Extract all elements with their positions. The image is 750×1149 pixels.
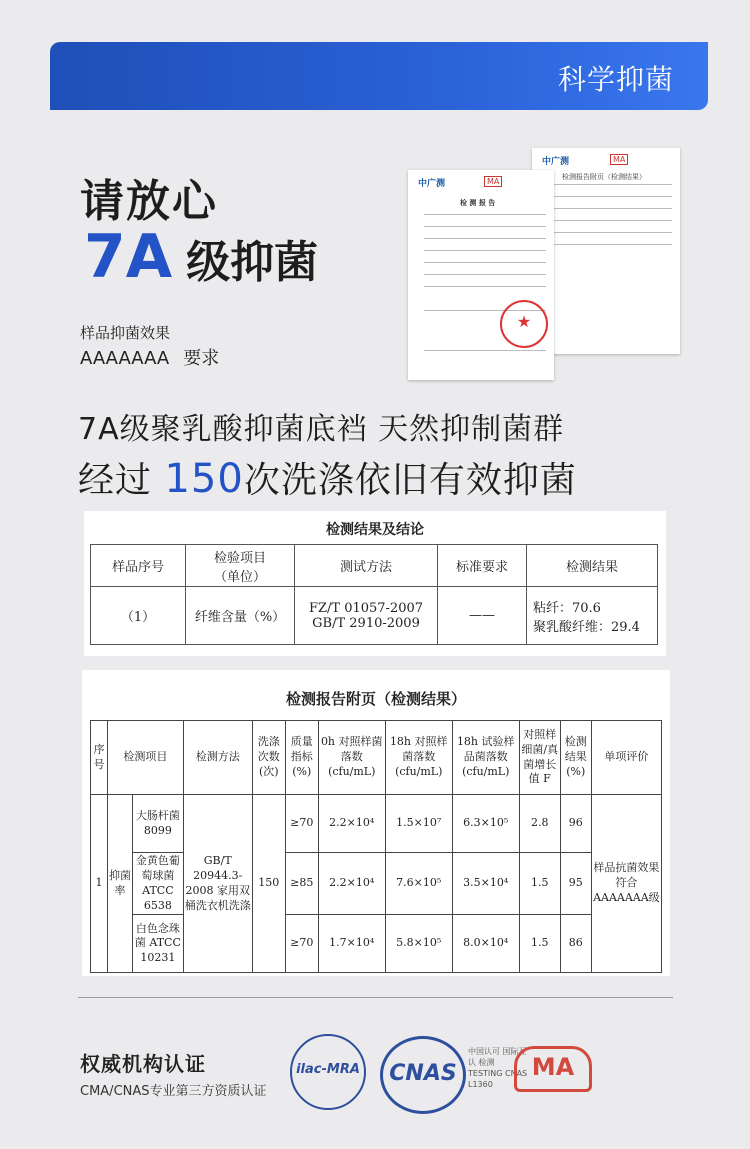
t1-standard: ——	[438, 587, 527, 645]
t2-h18t: 6.3×10⁵	[452, 795, 519, 853]
t2-growth: 1.5	[519, 915, 560, 973]
section-divider	[78, 997, 673, 998]
sample-label: 样品抑菌效果	[80, 324, 171, 342]
t2-quality: ≥70	[285, 915, 318, 973]
claim-line2	[78, 452, 577, 503]
fiber-result-table	[84, 511, 666, 656]
t2-h18t: 3.5×10⁴	[452, 853, 519, 915]
sample-req: 要求	[183, 348, 220, 369]
claim-wash-count: 150	[164, 456, 244, 502]
t1-method1: FZ/T 01057-2007	[308, 600, 424, 616]
t2-quality: ≥70	[285, 795, 318, 853]
t2-group: 抑菌率	[108, 795, 133, 973]
t1-result1: 粘纤：70.6	[533, 600, 601, 616]
t2-quality: ≥85	[285, 853, 318, 915]
hero-grade-suffix: 级抑菌	[186, 237, 319, 288]
t2-result: 86	[560, 915, 591, 973]
banner-title: 科学抑菌	[557, 63, 674, 96]
t1-header: 检测结果	[527, 545, 658, 587]
t2-header-washes: 洗涤次数(次)	[252, 721, 285, 795]
t2-oh: 1.7×10⁴	[318, 915, 385, 973]
t2-growth: 1.5	[519, 853, 560, 915]
doc-back-title: 检测报告附页（检测结果）	[562, 173, 646, 181]
t2-bacteria-name: 白色念珠菌 ATCC 10231	[133, 915, 184, 973]
t1-method2: GB/T 2910-2009	[312, 615, 420, 631]
t2-oh: 2.2×10⁴	[318, 795, 385, 853]
cnas-caption: 中国认可 国际互认 检测 TESTING CNAS L1360	[468, 1047, 528, 1089]
claim-line1: 7A级聚乳酸抑菌底裆 天然抑制菌群	[78, 412, 565, 447]
org-logo-front: 中广测	[418, 179, 446, 189]
t2-growth: 2.8	[519, 795, 560, 853]
cma-mini-icon-front: MA	[484, 176, 502, 187]
t2-washes: 150	[252, 795, 285, 973]
t1-header: 测试方法	[295, 545, 438, 587]
t2-header-h18t: 18h 试验样品菌落数(cfu/mL)	[452, 721, 519, 795]
t2-header-no: 序号	[91, 721, 108, 795]
t2-result: 96	[560, 795, 591, 853]
org-logo: 中广测	[542, 157, 570, 167]
t2-header-eval: 单项评价	[591, 721, 661, 795]
auth-subtitle: CMA/CNAS专业第三方资质认证	[80, 1084, 267, 1099]
t2-header-item: 检测项目	[108, 721, 184, 795]
ilac-mra-logo	[290, 1034, 366, 1110]
t2-bacteria-name: 金黄色葡萄球菌 ATCC 6538	[133, 853, 184, 915]
report-doc-back	[532, 148, 680, 354]
ilac-mra-text: ilac-MRA	[296, 1062, 360, 1077]
report-doc-front	[408, 170, 554, 380]
cnas-text: CNAS	[389, 1061, 457, 1086]
sample-value-line	[80, 344, 219, 370]
table1-caption: 检测结果及结论	[326, 522, 424, 538]
t2-h18c: 5.8×10⁵	[385, 915, 452, 973]
t2-header-method: 检测方法	[183, 721, 252, 795]
t2-method: GB/T 20944.3-2008 家用双桶洗衣机洗涤	[183, 795, 252, 973]
doc-front-title: 检 测 报 告	[460, 199, 496, 207]
t1-method	[295, 587, 438, 645]
section-banner	[50, 42, 708, 110]
t2-h18t: 8.0×10⁴	[452, 915, 519, 973]
t1-result	[527, 587, 658, 645]
t2-header-h18c: 18h 对照样菌落数(cfu/mL)	[385, 721, 452, 795]
cnas-logo	[380, 1036, 466, 1114]
t1-item: 纤维含量（%）	[186, 587, 295, 645]
antibacterial-result-table	[82, 670, 670, 976]
sample-value: AAAAAAA	[80, 348, 170, 369]
t2-no: 1	[91, 795, 108, 973]
t2-eval: 样品抗菌效果符合AAAAAAA级	[591, 795, 661, 973]
auth-title: 权威机构认证	[80, 1052, 206, 1076]
t2-header-result: 检测结果(%)	[560, 721, 591, 795]
t1-header: 标准要求	[438, 545, 527, 587]
t2-header-quality: 质量指标(%)	[285, 721, 318, 795]
hero-grade: 7A	[84, 222, 173, 292]
red-stamp-icon: ★	[500, 300, 548, 348]
t2-result: 95	[560, 853, 591, 915]
t2-header-growth: 对照样细菌/真菌增长值 F	[519, 721, 560, 795]
cma-logo	[514, 1046, 592, 1092]
claim-line2-pre: 经过	[78, 460, 165, 501]
claim-line2-post: 次洗涤依旧有效抑菌	[243, 460, 577, 501]
t1-sample-id: （1）	[91, 587, 186, 645]
t2-oh: 2.2×10⁴	[318, 853, 385, 915]
cma-text: MA	[531, 1053, 575, 1081]
t2-header-oh: 0h 对照样菌落数(cfu/mL)	[318, 721, 385, 795]
hero-grade-line	[84, 222, 318, 292]
t2-h18c: 1.5×10⁷	[385, 795, 452, 853]
t1-header: 检验项目 （单位）	[186, 545, 295, 587]
t2-bacteria-name: 大肠杆菌 8099	[133, 795, 184, 853]
t1-header: 样品序号	[91, 545, 186, 587]
hero-line1: 请放心	[80, 176, 218, 227]
t2-h18c: 7.6×10⁵	[385, 853, 452, 915]
table2-caption: 检测报告附页（检测结果）	[285, 690, 466, 708]
t1-result2: 聚乳酸纤维：29.4	[533, 619, 640, 635]
cma-mini-icon: MA	[610, 154, 628, 165]
